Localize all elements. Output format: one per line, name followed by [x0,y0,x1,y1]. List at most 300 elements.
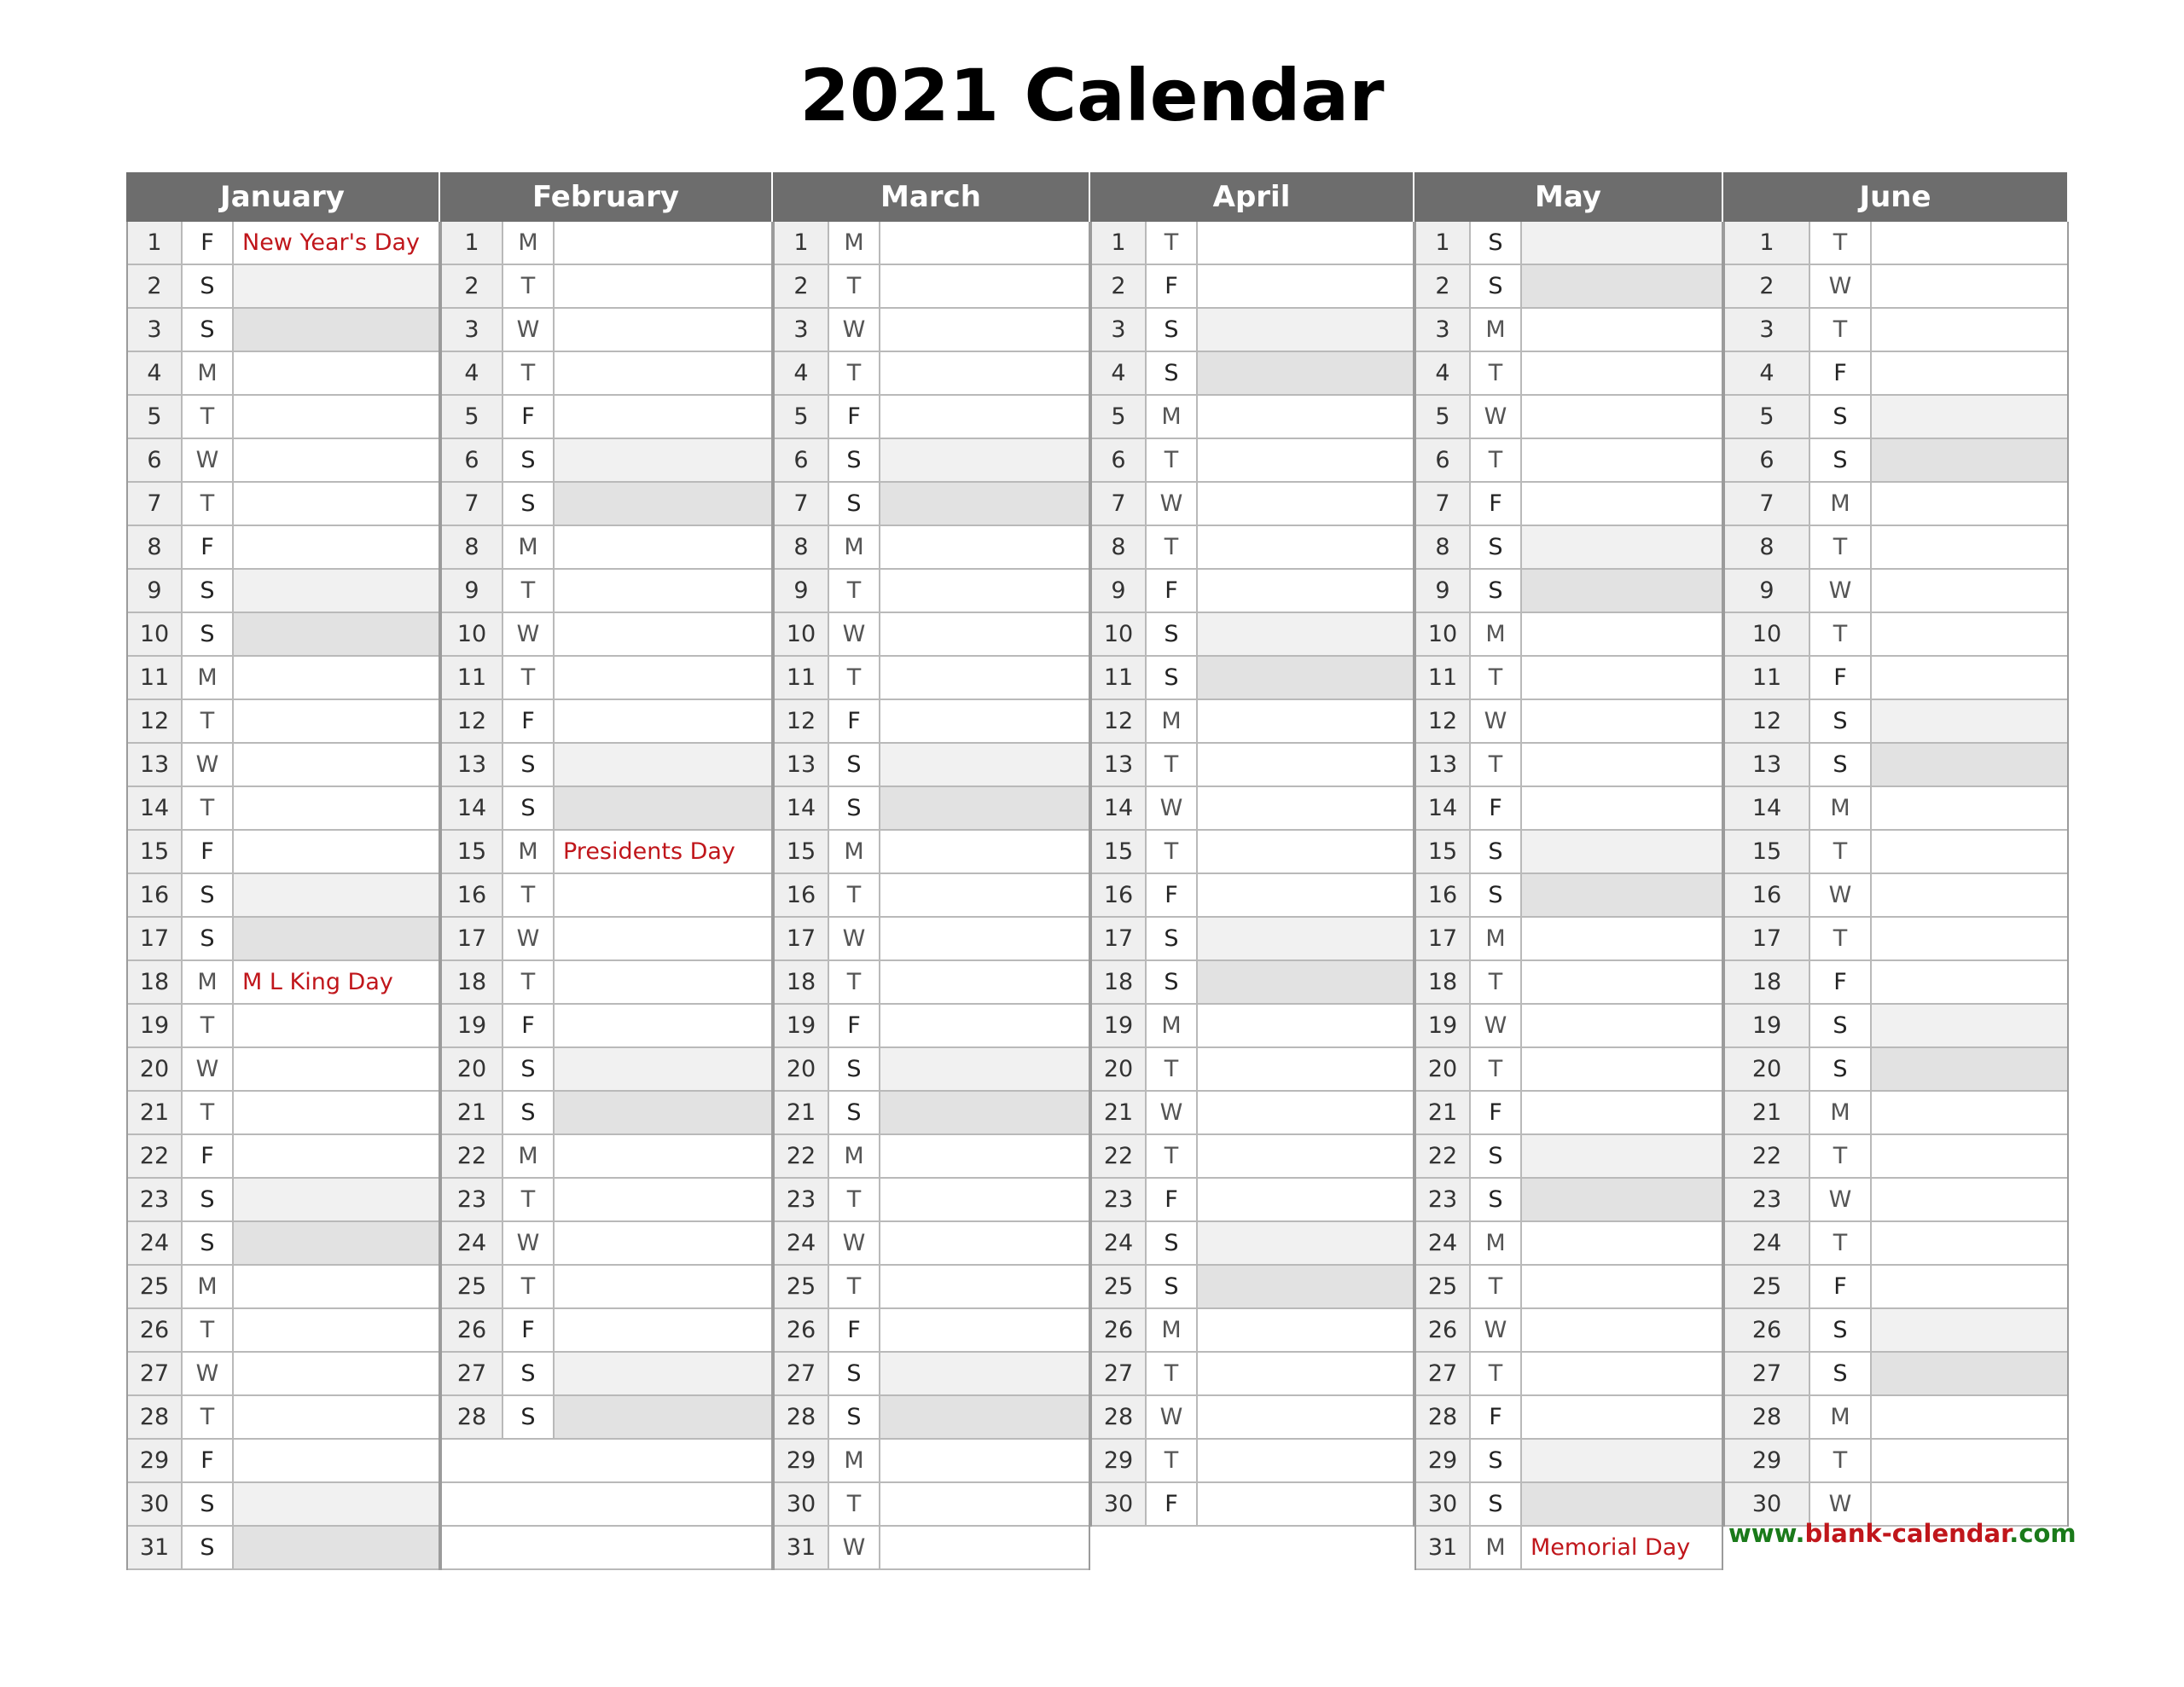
day-row [128,222,439,265]
note-cell [880,439,1089,481]
note-cell [555,1309,771,1351]
note-cell [1522,396,1722,438]
day-number: 7 [1416,483,1471,525]
day-row [1725,613,2067,657]
day-row [1416,1222,1722,1266]
day-number: 13 [1092,744,1147,786]
weekday-letter: S [1147,918,1198,959]
day-number: 29 [775,1440,829,1481]
day-number: 24 [128,1222,183,1264]
note-cell [880,831,1089,872]
day-number: 8 [775,526,829,568]
weekday-letter: T [1147,744,1198,786]
day-number: 4 [1092,352,1147,394]
day-number: 6 [1725,439,1810,481]
day-number: 27 [1725,1353,1810,1394]
weekday-letter: W [1147,1396,1198,1438]
note-cell [234,918,439,959]
day-number: 14 [1416,787,1471,829]
note-cell [880,961,1089,1003]
note-cell [880,1353,1089,1394]
day-row [1725,265,2067,309]
day-number: 12 [1092,700,1147,742]
day-number: 23 [442,1179,503,1220]
day-number: 1 [775,222,829,264]
day-number: 31 [128,1527,183,1568]
weekday-letter: T [1471,439,1522,481]
weekday-letter: S [183,874,234,916]
day-number: 27 [128,1353,183,1394]
day-row [442,700,771,744]
day-number: 18 [1725,961,1810,1003]
day-row [128,1005,439,1048]
weekday-letter: S [183,1527,234,1568]
day-row [1092,1309,1413,1353]
weekday-letter: T [503,657,555,699]
day-row [1416,831,1722,874]
day-row [1416,1483,1722,1527]
month-header: March [773,172,1090,222]
note-cell [880,483,1089,525]
weekday-letter: S [1810,1048,1872,1090]
note-cell [880,1179,1089,1220]
day-number: 26 [1725,1309,1810,1351]
day-row [1725,1005,2067,1048]
note-cell [234,1048,439,1090]
day-row [1416,396,1722,439]
day-row [1416,1396,1722,1440]
website-suffix: .com [2009,1519,2077,1548]
note-cell [555,1135,771,1177]
weekday-letter: T [183,1005,234,1046]
website-link[interactable] [1728,1516,2077,1551]
weekday-letter: T [1147,1440,1198,1481]
day-row [775,961,1089,1005]
note-cell [1198,1092,1413,1133]
weekday-letter: T [1471,1266,1522,1307]
weekday-letter: W [183,744,234,786]
day-row [1092,526,1413,570]
note-cell [1522,787,1722,829]
note-cell [1872,1396,2067,1438]
day-number: 16 [1725,874,1810,916]
day-row [442,265,771,309]
weekday-letter: W [1471,1005,1522,1046]
note-cell [555,1396,771,1438]
note-cell [234,396,439,438]
day-number: 4 [1725,352,1810,394]
note-cell [1522,1440,1722,1481]
weekday-letter: M [1471,613,1522,655]
day-number: 28 [128,1396,183,1438]
day-number: 18 [1092,961,1147,1003]
day-number: 12 [442,700,503,742]
day-number: 24 [442,1222,503,1264]
month-header: June [1723,172,2069,222]
note-cell [880,613,1089,655]
weekday-letter: S [503,1396,555,1438]
note-cell [1198,439,1413,481]
day-number: 17 [775,918,829,959]
day-number: 9 [1725,570,1810,612]
note-cell [880,309,1089,351]
day-number: 30 [1416,1483,1471,1525]
note-cell [1522,1309,1722,1351]
day-row [1725,700,2067,744]
weekday-letter: T [503,570,555,612]
day-number: 11 [1416,657,1471,699]
day-row [1416,1135,1722,1179]
month-body [1090,222,1414,1527]
note-cell [234,1353,439,1394]
weekday-letter: S [829,1048,880,1090]
day-row [442,1179,771,1222]
weekday-letter: W [1810,874,1872,916]
day-number: 29 [1725,1440,1810,1481]
day-row [442,874,771,918]
day-number: 10 [442,613,503,655]
day-row [1092,396,1413,439]
day-number: 14 [775,787,829,829]
day-number: 23 [1416,1179,1471,1220]
day-row [1092,744,1413,787]
note-cell [555,483,771,525]
day-number: 15 [128,831,183,872]
note-cell [1872,1266,2067,1307]
weekday-letter: S [503,483,555,525]
note-cell [234,1527,439,1568]
day-number: 22 [1416,1135,1471,1177]
weekday-letter: F [829,396,880,438]
note-cell [1872,613,2067,655]
weekday-letter: M [503,526,555,568]
weekday-letter: W [1147,787,1198,829]
day-row [442,222,771,265]
note-cell [1872,744,2067,786]
day-row [442,1266,771,1309]
day-number: 25 [1092,1266,1147,1307]
note-cell [555,222,771,264]
weekday-letter: S [183,309,234,351]
weekday-letter: T [1810,831,1872,872]
weekday-letter: S [1471,570,1522,612]
day-number: 27 [442,1353,503,1394]
day-number: 21 [1416,1092,1471,1133]
weekday-letter: W [1810,570,1872,612]
day-row [1725,352,2067,396]
weekday-letter: F [1810,657,1872,699]
note-cell [1522,831,1722,872]
weekday-letter: T [183,1092,234,1133]
day-row [775,744,1089,787]
weekday-letter: M [183,352,234,394]
note-cell [234,309,439,351]
day-row [1092,961,1413,1005]
weekday-letter: W [1147,1092,1198,1133]
note-cell [1872,657,2067,699]
weekday-letter: S [503,439,555,481]
note-cell [880,1309,1089,1351]
weekday-letter: M [503,831,555,872]
day-number: 12 [128,700,183,742]
day-row [775,1179,1089,1222]
day-row [1092,352,1413,396]
note-cell [555,1005,771,1046]
day-row [1092,700,1413,744]
weekday-letter: T [183,700,234,742]
day-row [128,570,439,613]
day-row [128,352,439,396]
weekday-letter: F [183,526,234,568]
weekday-letter: W [503,1222,555,1264]
day-number: 15 [775,831,829,872]
note-cell [880,396,1089,438]
day-number: 7 [1092,483,1147,525]
day-number: 13 [775,744,829,786]
note-cell [1872,1179,2067,1220]
weekday-letter: S [1471,265,1522,307]
day-row [128,744,439,787]
day-row [775,1309,1089,1353]
weekday-letter: S [1147,657,1198,699]
day-row [128,831,439,874]
day-row [1725,787,2067,831]
day-row [1092,483,1413,526]
day-row [1416,222,1722,265]
day-number: 27 [1092,1353,1147,1394]
day-number: 25 [128,1266,183,1307]
weekday-letter: M [1147,1309,1198,1351]
month-header: January [126,172,440,222]
day-row [775,1440,1089,1483]
note-cell [1198,613,1413,655]
weekday-letter: S [1471,1440,1522,1481]
day-number: 6 [128,439,183,481]
weekday-letter: T [1147,526,1198,568]
note-cell [1198,352,1413,394]
day-number: 25 [1725,1266,1810,1307]
day-row [775,787,1089,831]
day-row [1416,309,1722,352]
day-row [1092,1005,1413,1048]
day-number: 5 [128,396,183,438]
day-number: 28 [1092,1396,1147,1438]
weekday-letter: T [829,874,880,916]
month-header: May [1414,172,1723,222]
weekday-letter: T [183,1309,234,1351]
day-number: 12 [1725,700,1810,742]
day-row [1092,265,1413,309]
weekday-letter: F [1147,1483,1198,1525]
note-cell [1522,961,1722,1003]
day-number: 14 [1092,787,1147,829]
day-number: 26 [1416,1309,1471,1351]
day-number: 14 [442,787,503,829]
day-row [1416,439,1722,483]
weekday-letter: T [829,657,880,699]
note-cell [555,1092,771,1133]
day-number: 29 [128,1440,183,1481]
day-number: 1 [1725,222,1810,264]
day-number: 10 [775,613,829,655]
weekday-letter: F [1810,961,1872,1003]
day-number: 15 [1725,831,1810,872]
day-row [128,1353,439,1396]
day-number: 3 [442,309,503,351]
note-cell [1198,570,1413,612]
weekday-letter: T [1810,526,1872,568]
day-number: 6 [1092,439,1147,481]
note-cell [1872,1048,2067,1090]
day-row [775,874,1089,918]
day-number: 30 [1725,1483,1810,1525]
note-cell [1522,570,1722,612]
note-cell [555,874,771,916]
note-cell [880,1483,1089,1525]
note-cell [234,1396,439,1438]
note-cell [1872,526,2067,568]
note-cell [1198,700,1413,742]
day-row [128,961,439,1005]
day-number: 3 [1725,309,1810,351]
day-number: 9 [128,570,183,612]
weekday-letter: F [1471,483,1522,525]
day-number: 23 [1725,1179,1810,1220]
note-cell [1198,657,1413,699]
note-cell [1872,483,2067,525]
note-cell [555,1266,771,1307]
weekday-letter: S [1147,961,1198,1003]
day-number: 19 [1725,1005,1810,1046]
note-cell [1198,1440,1413,1481]
day-number: 19 [1416,1005,1471,1046]
day-number: 16 [442,874,503,916]
day-row [128,265,439,309]
day-row [1092,657,1413,700]
day-number: 2 [1725,265,1810,307]
weekday-letter: W [1810,1483,1872,1525]
note-cell [880,744,1089,786]
weekday-letter: T [1471,1353,1522,1394]
day-row [1092,1396,1413,1440]
note-cell [1872,570,2067,612]
weekday-letter: T [183,396,234,438]
day-number: 8 [128,526,183,568]
day-number: 17 [128,918,183,959]
day-number: 22 [128,1135,183,1177]
note-cell [1198,1396,1413,1438]
month-body [126,222,440,1570]
day-row [128,787,439,831]
note-cell [1198,1048,1413,1090]
note-cell [880,787,1089,829]
day-row [1092,1266,1413,1309]
day-row [775,1135,1089,1179]
day-number: 23 [128,1179,183,1220]
weekday-letter: M [1471,1222,1522,1264]
note-cell [1198,874,1413,916]
day-number: 24 [775,1222,829,1264]
day-number: 21 [128,1092,183,1133]
day-number: 5 [775,396,829,438]
note-cell [1872,1092,2067,1133]
weekday-letter: S [1471,526,1522,568]
weekday-letter: F [1471,1092,1522,1133]
month-body [773,222,1090,1570]
weekday-letter: W [183,1353,234,1394]
note-cell [234,1266,439,1307]
day-row [1416,570,1722,613]
website-prefix: www. [1728,1519,1805,1548]
day-row [442,1309,771,1353]
day-row [128,483,439,526]
note-cell [880,1396,1089,1438]
note-cell [880,1440,1089,1481]
day-row [775,1266,1089,1309]
day-number: 5 [442,396,503,438]
day-row [1092,1092,1413,1135]
weekday-letter: F [183,831,234,872]
weekday-letter: S [1471,222,1522,264]
weekday-letter: S [183,1222,234,1264]
weekday-letter: F [829,1309,880,1351]
weekday-letter: T [829,265,880,307]
weekday-letter: T [183,1396,234,1438]
weekday-letter: T [1147,1048,1198,1090]
day-row [442,657,771,700]
note-cell [555,961,771,1003]
day-number: 8 [442,526,503,568]
day-number: 24 [1092,1222,1147,1264]
holiday-label: Presidents Day [563,838,735,865]
day-row [1416,1266,1722,1309]
day-number: 24 [1416,1222,1471,1264]
weekday-letter: S [1810,700,1872,742]
day-number: 3 [1092,309,1147,351]
note-cell [1522,439,1722,481]
day-number: 15 [1092,831,1147,872]
weekday-letter: S [1810,1353,1872,1394]
day-number: 19 [128,1005,183,1046]
weekday-letter: F [829,1005,880,1046]
weekday-letter: W [829,1527,880,1568]
note-cell [555,657,771,699]
day-row [1092,1483,1413,1527]
day-row [1416,1309,1722,1353]
day-row [1725,1135,2067,1179]
note-cell [1522,657,1722,699]
weekday-letter: M [829,526,880,568]
day-number: 26 [442,1309,503,1351]
note-cell [234,570,439,612]
day-number: 3 [128,309,183,351]
day-row [775,1527,1089,1570]
weekday-letter: T [1147,1353,1198,1394]
weekday-letter: T [829,1266,880,1307]
note-cell [880,1135,1089,1177]
day-number: 20 [442,1048,503,1090]
weekday-letter: W [503,613,555,655]
day-number: 28 [442,1396,503,1438]
day-row [775,309,1089,352]
day-number: 23 [775,1179,829,1220]
day-number: 30 [775,1483,829,1525]
day-row [442,1353,771,1396]
day-row [1725,1048,2067,1092]
day-number: 27 [1416,1353,1471,1394]
day-number: 22 [442,1135,503,1177]
note-cell [1522,700,1722,742]
